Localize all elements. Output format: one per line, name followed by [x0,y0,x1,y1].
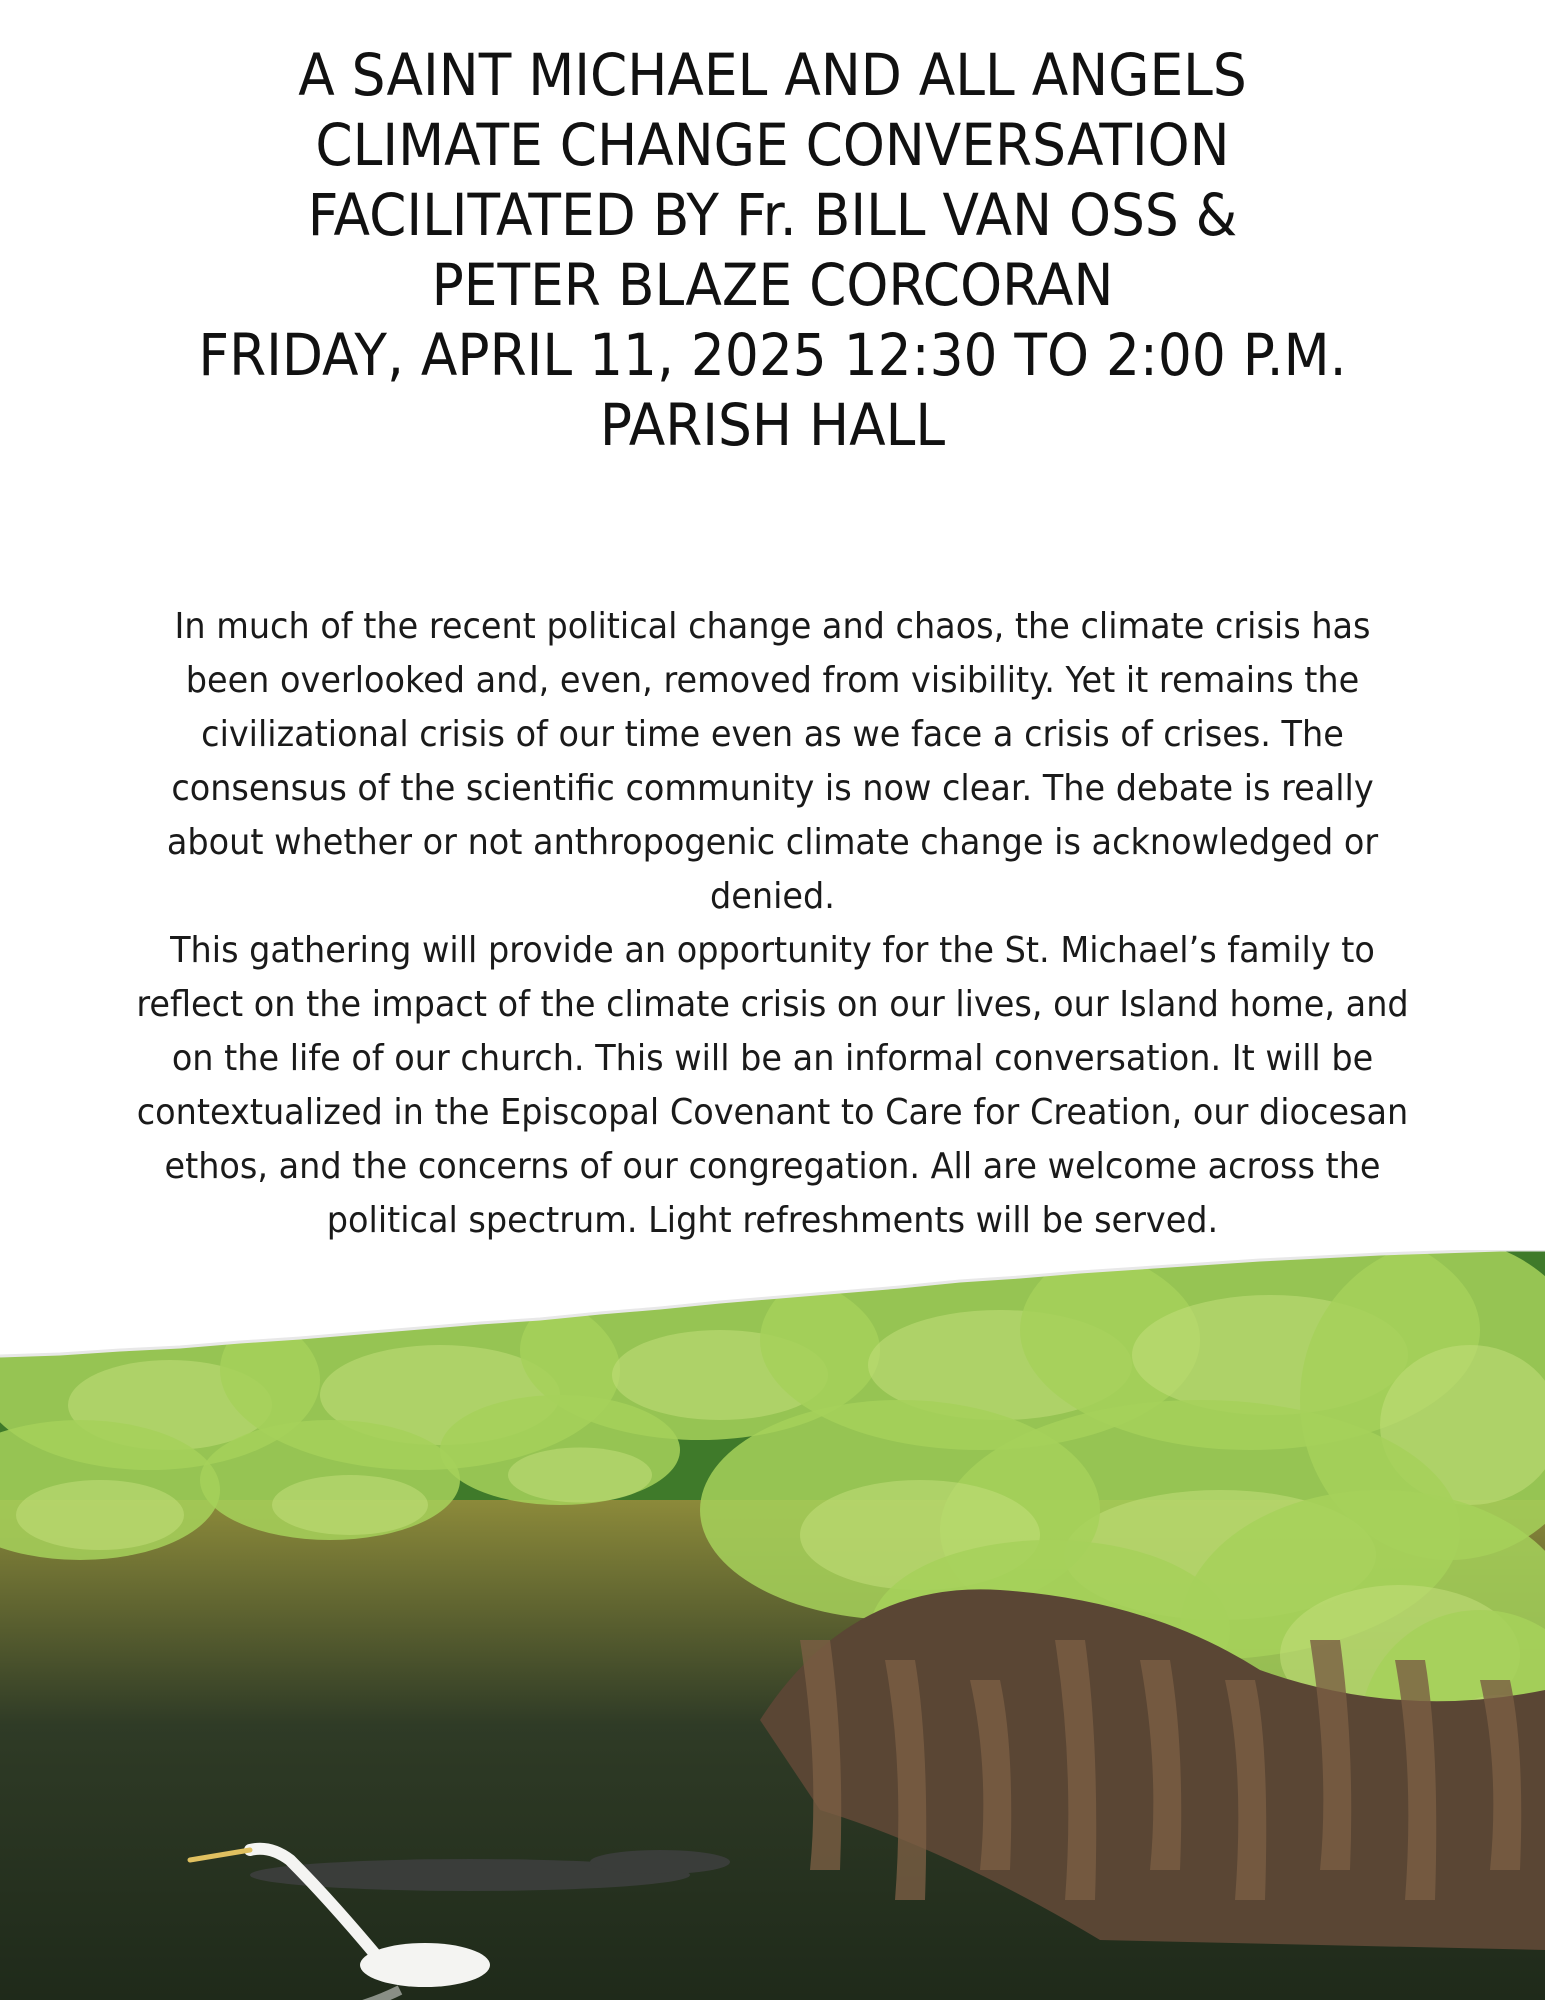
description-paragraph-2: This gathering will provide an opportunity for the St. Michael’s family to reflect on the impact of the climate crisis on our lives, our Island home, and on the life of our church. This will be an informal conversation. It will be contextualized in the Episcopal Covenant to Care for Creation, our diocesan ethos, and the concerns of our congregation. All are welcome across the political spectrum. Light refreshments will be served. [136,930,1409,1241]
foliage-highlight [508,1448,652,1503]
heading-line-2: CLIMATE CHANGE CONVERSATION [315,111,1230,179]
event-date-time: FRIDAY, APRIL 11, 2025 12:30 TO 2:00 P.M. [198,321,1347,389]
description-paragraph-1: In much of the recent political change and chaos, the climate crisis has been overlooked and, even, removed from visibility. Yet it remains the civilizational crisis of our time even as we face a crisis of crises. The consensus of the scientific community is now clear. The debate is really about whether or not anthropogenic climate change is acknowledged or denied. [166,606,1379,917]
event-location: PARISH HALL [599,391,946,459]
alligator-head [590,1850,730,1874]
heading-line-1: A SAINT MICHAEL AND ALL ANGELS [298,41,1247,109]
swamp-photo-illustration [0,1250,1545,2000]
event-description [73,600,1473,1248]
foliage-highlight [272,1475,428,1535]
heading-line-4: PETER BLAZE CORCORAN [431,251,1114,319]
heading-line-3: FACILITATED BY Fr. BILL VAN OSS & [307,181,1238,249]
swamp-photo [0,1250,1545,2000]
event-heading [99,40,1447,460]
foliage-highlight [16,1480,184,1550]
